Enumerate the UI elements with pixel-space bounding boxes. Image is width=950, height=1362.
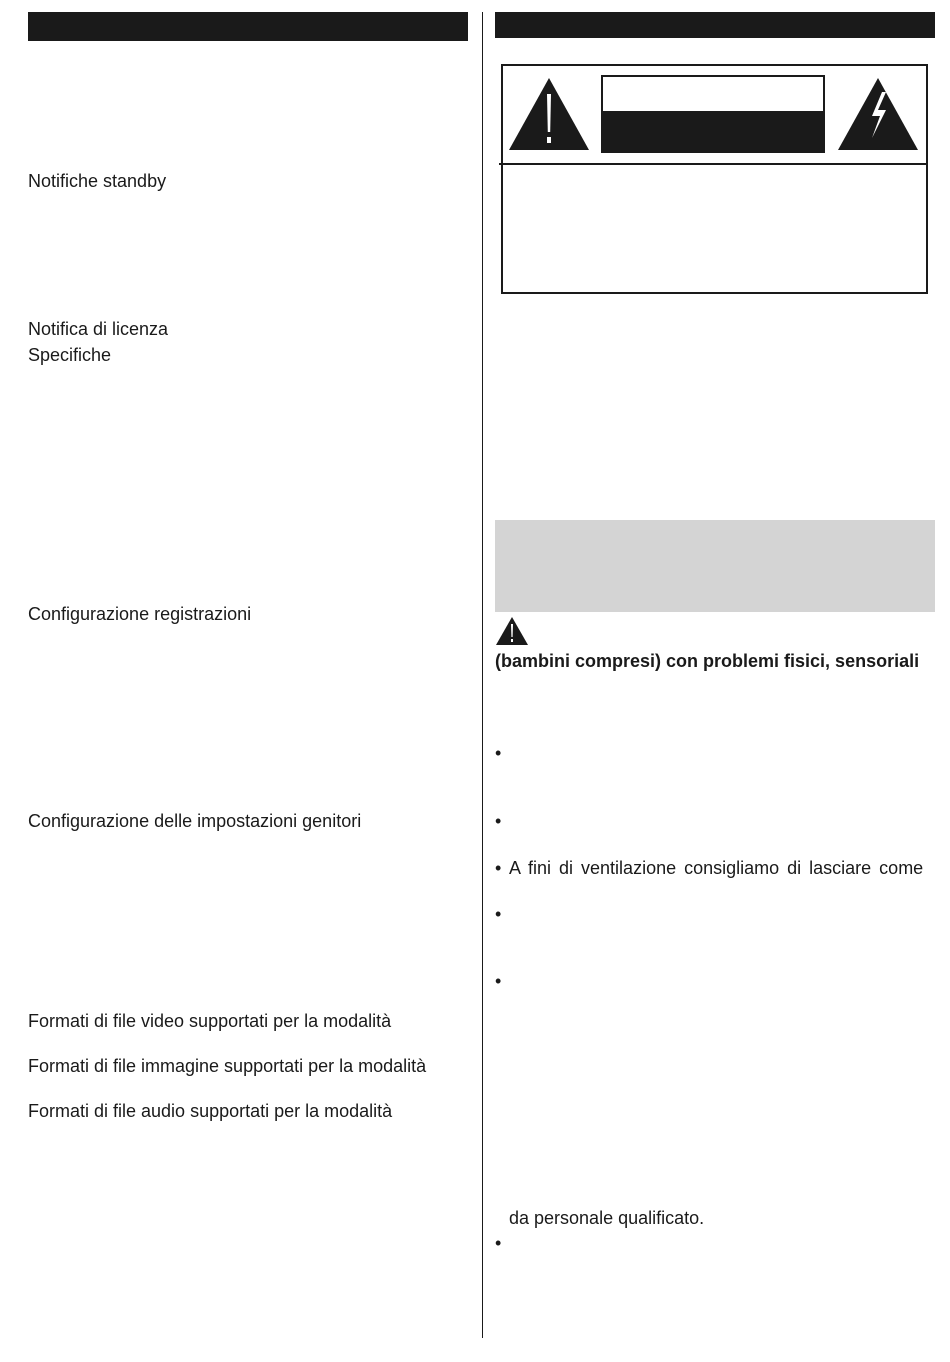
toc-entry-video-formats[interactable]: Formati di file video supportati per la modalità [28, 1011, 392, 1031]
bullet-6: • [495, 1233, 502, 1253]
bullet-5: • [495, 971, 502, 991]
column-divider [482, 12, 483, 1338]
bold-safety-line: (bambini compresi) con problemi fisici, sensoriali [495, 651, 920, 671]
toc-entry-parental-config[interactable]: Configurazione delle impostazioni genitori [28, 811, 362, 831]
left-header-bar [28, 12, 468, 41]
toc-entry-license[interactable]: Notifica di licenza [28, 319, 169, 339]
caution-triangle-icon [507, 76, 591, 152]
bullet-1: • [495, 743, 502, 763]
caution-triangle-icon [495, 616, 529, 646]
toc-entry-audio-formats[interactable]: Formati di file audio supportati per la modalità [28, 1101, 393, 1121]
bullet-3-text: A fini di ventilazione consigliamo di lasciare come [509, 858, 924, 878]
toc-entry-image-formats[interactable]: Formati di file immagine supportati per la modalità [28, 1056, 427, 1076]
warning-label-box [601, 75, 825, 153]
toc-entry-recording-config[interactable]: Configurazione registrazioni [28, 604, 252, 624]
bullet-4: • [495, 904, 502, 924]
grey-notice-panel [495, 520, 935, 612]
qualified-personnel-line: da personale qualificato. [509, 1208, 705, 1228]
toc-entry-specs[interactable]: Specifiche [28, 345, 112, 365]
right-header-bar [495, 12, 935, 38]
warning-box-divider [499, 163, 928, 165]
lightning-triangle-icon [836, 76, 920, 152]
toc-entry-standby[interactable]: Notifiche standby [28, 171, 167, 191]
bullet-3: • [495, 858, 502, 878]
bullet-2: • [495, 811, 502, 831]
